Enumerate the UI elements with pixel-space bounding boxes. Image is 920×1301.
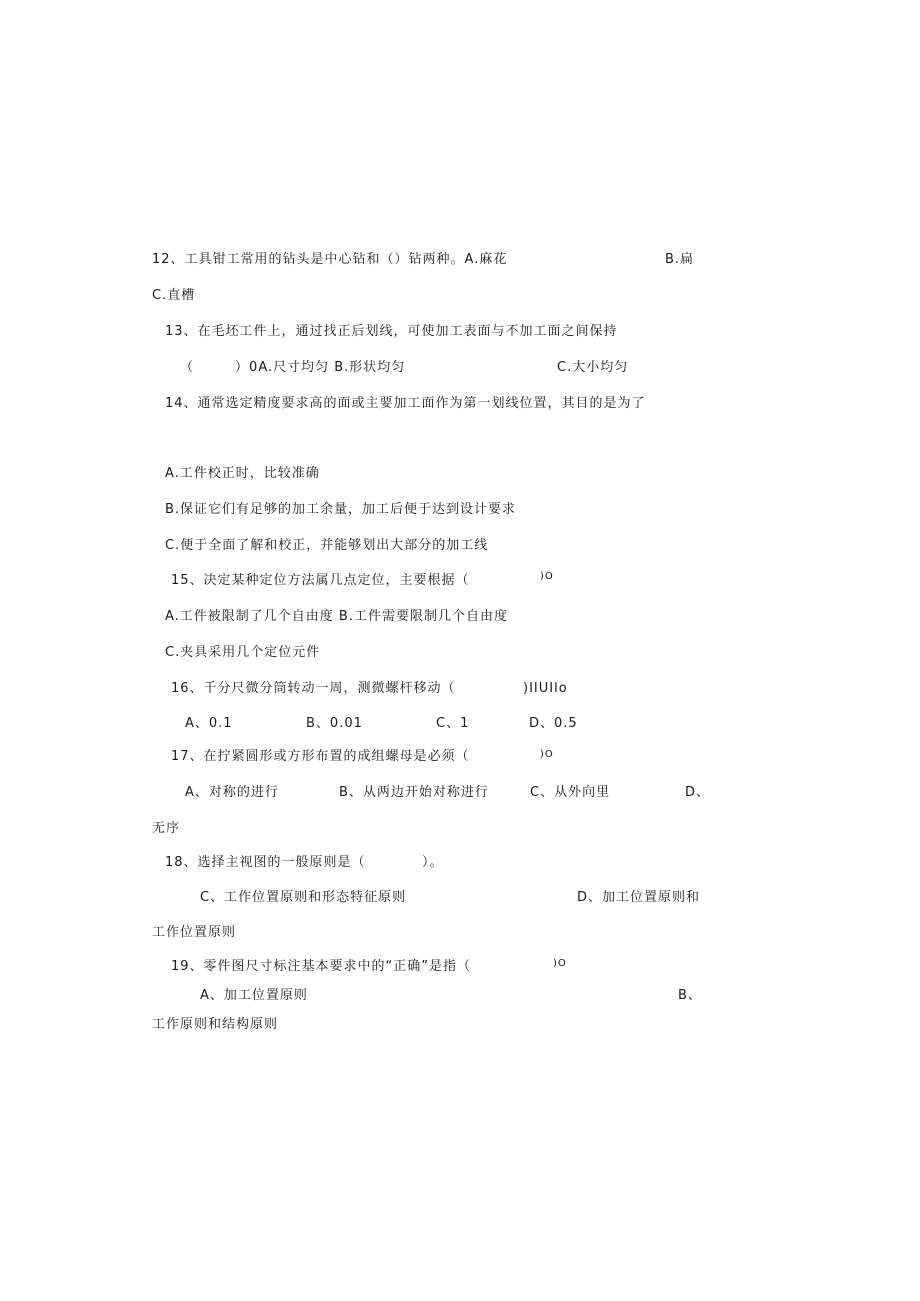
- q13-options-ab: （ ）0A.尺寸均匀 B.形状均匀: [180, 360, 406, 375]
- q16-tail: )IIUIlo: [523, 681, 568, 696]
- q15-tail: )O: [540, 571, 554, 582]
- q13-stem: 13、在毛坯工件上，通过找正后划线，可使加工表面与不加工面之间保持: [165, 324, 618, 339]
- q19-option-b-cont: 工作原则和结构原则: [152, 1017, 279, 1032]
- q16-option-d: D、0.5: [529, 716, 578, 731]
- q18-option-c: C、工作位置原则和形态特征原则: [200, 890, 407, 905]
- q12-option-b: B.扁: [665, 252, 695, 267]
- q16-option-a: A、0.1: [185, 716, 233, 731]
- q14-option-c: C.便于全面了解和校正，并能够划出大部分的加工线: [165, 538, 489, 553]
- q19-stem: 19、零件图尺寸标注基本要求中的“正确”是指（: [171, 959, 472, 974]
- q19-tail: )O: [553, 958, 567, 969]
- q16-stem: 16、千分尺微分筒转动一周，测微螺杆移动（: [171, 681, 456, 696]
- q12-option-c: C.直槽: [152, 288, 196, 303]
- q13-option-c: C.大小均匀: [557, 360, 629, 375]
- q17-option-d: D、: [685, 785, 711, 800]
- q14-option-b: B.保证它们有足够的加工余量，加工后便于达到设计要求: [165, 502, 517, 517]
- q14-option-a: A.工件校正时，比较准确: [165, 466, 320, 481]
- q17-option-b: B、从两边开始对称进行: [339, 785, 489, 800]
- q17-option-a: A、对称的进行: [185, 785, 279, 800]
- q14-stem: 14、通常选定精度要求高的面或主要加工面作为第一划线位置，其目的是为了: [165, 396, 646, 411]
- q16-option-c: C、1: [436, 716, 470, 731]
- q15-stem: 15、决定某种定位方法属几点定位，主要根据（: [171, 573, 470, 588]
- q19-option-b: B、: [678, 988, 702, 1003]
- q18-option-d-cont: 工作位置原则: [152, 925, 237, 940]
- q17-option-d-cont: 无序: [152, 821, 181, 836]
- q17-stem: 17、在拧紧圆形或方形布置的成组螺母是必须（: [171, 749, 470, 764]
- q19-option-a: A、加工位置原则: [200, 988, 308, 1003]
- q17-tail: )O: [540, 749, 554, 760]
- q15-option-c: C.夹具采用几个定位元件: [165, 645, 321, 660]
- q12-stem: 12、工具钳工常用的钻头是中心钻和（）钻两种。A.麻花: [152, 252, 508, 267]
- q15-options-ab: A.工件被限制了几个自由度 B.工件需要限制几个自由度: [165, 609, 508, 624]
- q18-option-d: D、加工位置原则和: [577, 890, 701, 905]
- q16-option-b: B、0.01: [306, 716, 363, 731]
- q17-option-c: C、从外向里: [530, 785, 611, 800]
- q18-stem: 18、选择主视图的一般原则是（ ）。: [165, 855, 444, 870]
